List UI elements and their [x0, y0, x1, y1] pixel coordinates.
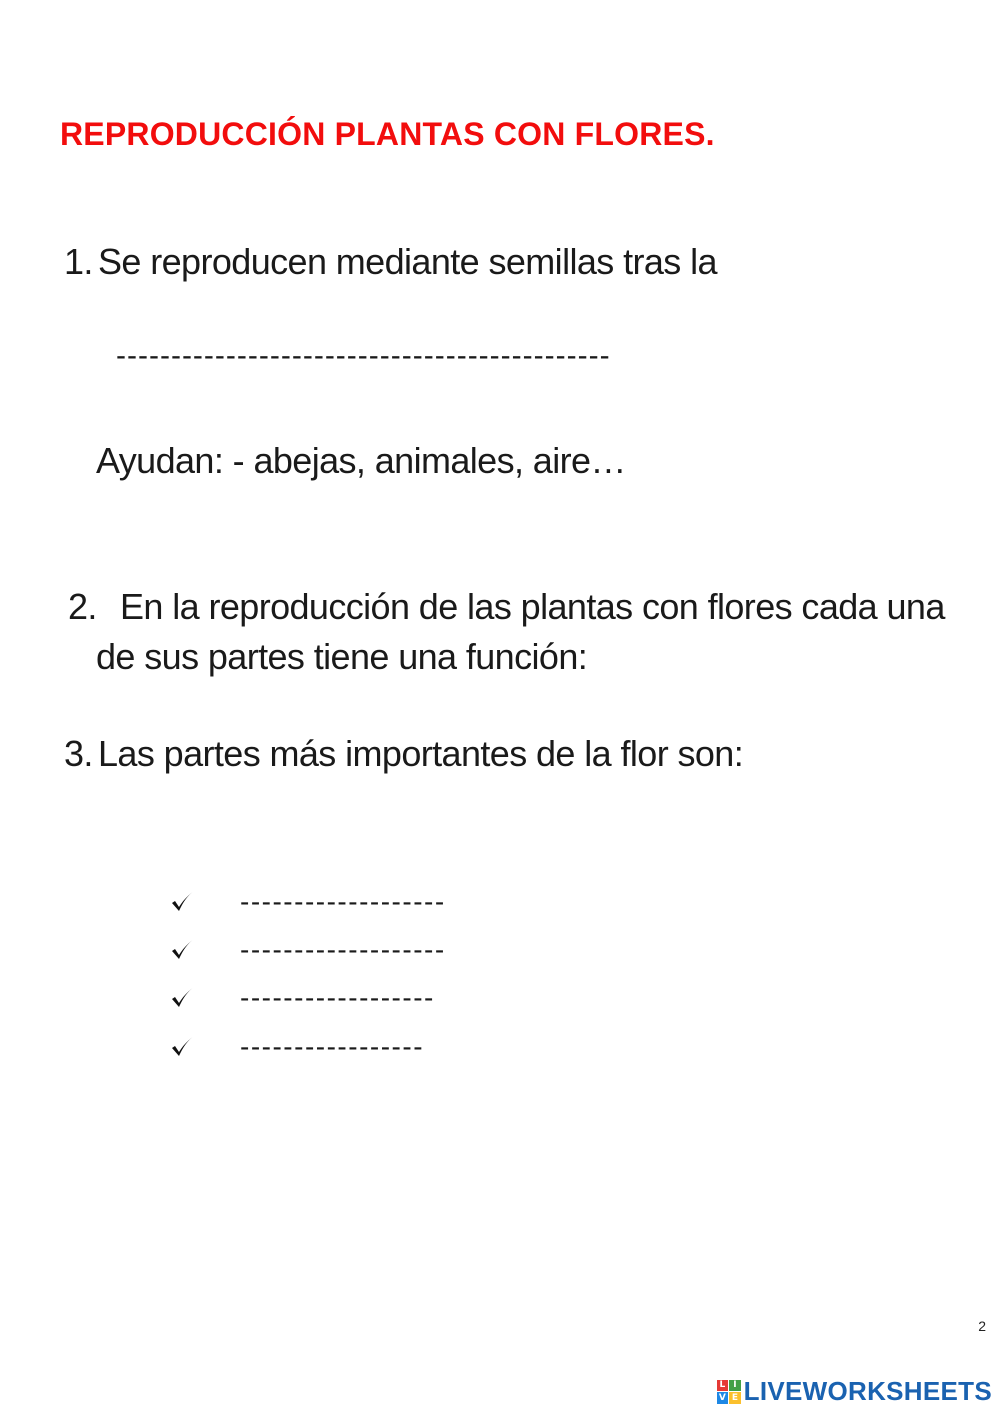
- checklist-answer-blank[interactable]: -------------------: [240, 886, 446, 917]
- check-icon: [170, 985, 196, 1011]
- question-2-text-1: En la reproducción de las plantas con flores cada una: [120, 586, 945, 627]
- liveworksheets-brand[interactable]: [717, 1376, 992, 1407]
- question-1: [64, 241, 717, 283]
- question-2-number: 2.: [68, 586, 97, 627]
- check-icon: [170, 937, 196, 963]
- checklist-item: [170, 978, 435, 1018]
- checklist-answer-blank[interactable]: -----------------: [240, 1031, 425, 1062]
- logo-letter: L: [717, 1380, 729, 1392]
- question-3: [64, 733, 743, 775]
- checklist-answer-blank[interactable]: ------------------: [240, 982, 435, 1013]
- check-icon: [170, 889, 196, 915]
- liveworksheets-logo-icon: [717, 1380, 741, 1404]
- worksheet-title: REPRODUCCIÓN PLANTAS CON FLORES.: [60, 116, 715, 152]
- logo-letter: V: [717, 1392, 729, 1404]
- checklist-answer-blank[interactable]: -------------------: [240, 934, 446, 965]
- checklist-item: [170, 930, 446, 970]
- question-1-number: 1.: [64, 241, 93, 282]
- checklist-item: [170, 1027, 424, 1067]
- logo-letter: E: [729, 1392, 741, 1404]
- checklist-item: [170, 882, 446, 922]
- question-1-helpers: Ayudan: - abejas, animales, aire…: [96, 440, 626, 481]
- brand-name: LIVEWORKSHEETS: [743, 1376, 992, 1406]
- question-1-text: Se reproducen mediante semillas tras la: [98, 241, 717, 282]
- question-2-line-2: de sus partes tiene una función:: [96, 636, 588, 677]
- question-1-answer-blank[interactable]: ---------------------------------------------: [116, 339, 611, 372]
- logo-letter: I: [729, 1380, 741, 1392]
- question-3-number: 3.: [64, 733, 93, 774]
- page-number: 2: [978, 1318, 986, 1334]
- question-2-line-1: [68, 586, 945, 628]
- check-icon: [170, 1034, 196, 1060]
- question-3-text: Las partes más importantes de la flor son:: [98, 733, 744, 774]
